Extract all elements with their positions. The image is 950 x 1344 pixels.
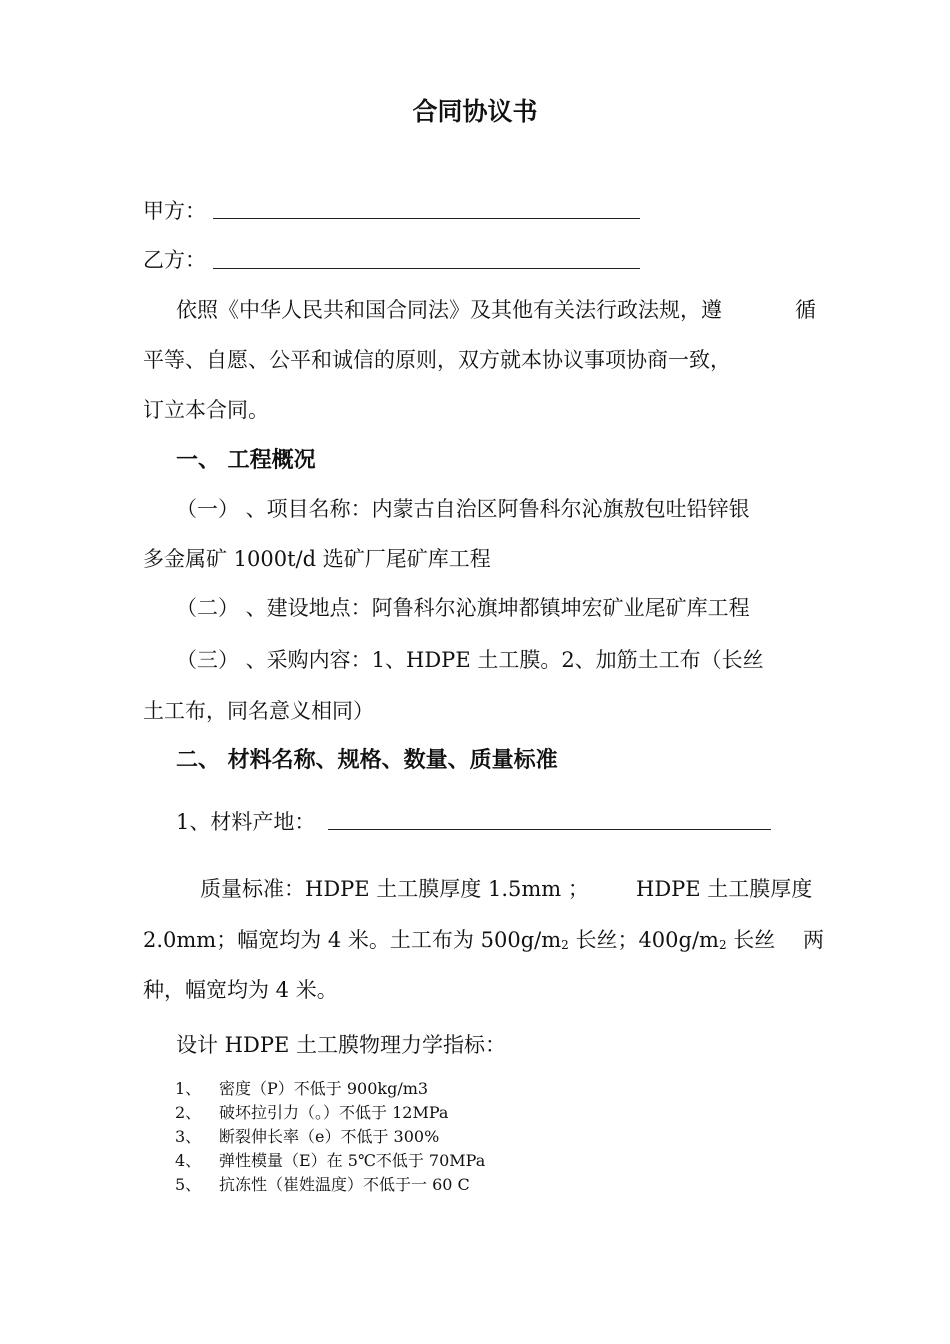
quality-line-2-end: 两 bbox=[803, 928, 824, 952]
spec-number: 4、 bbox=[175, 1151, 202, 1170]
quality-line-3: 种，幅宽均为 4 米。 bbox=[143, 978, 338, 1002]
spec-item-frost: 抗冻性（崔姓温度）不低于一 60 C bbox=[219, 1175, 470, 1194]
intro-line-2: 平等、自愿、公平和诚信的原则，双方就本协议事项协商一致， bbox=[143, 348, 731, 372]
spec-item-tensile: 破坏拉引力（。）不低于 12MPa bbox=[219, 1103, 449, 1122]
party-b-label: 乙方： bbox=[143, 248, 206, 272]
document-title: 合同协议书 bbox=[412, 97, 538, 126]
intro-line-1: 依照《中华人民共和国合同法》及其他有关法行政法规，遵 bbox=[176, 298, 722, 322]
spec-number: 1、 bbox=[175, 1079, 202, 1098]
spec-item-elongation: 断裂伸长率（e）不低于 300% bbox=[219, 1127, 440, 1146]
party-a-label: 甲方： bbox=[143, 199, 206, 223]
intro-line-1-end: 循 bbox=[795, 298, 816, 322]
quality-line-1-end: HDPE 土工膜厚度 bbox=[636, 877, 813, 901]
spec-item-modulus: 弹性模量（E）在 5℃不低于 70MPa bbox=[219, 1151, 486, 1170]
spec-number: 2、 bbox=[175, 1103, 202, 1122]
project-name-line-2: 多金属矿 1000t/d 选矿厂尾矿库工程 bbox=[143, 547, 491, 571]
spec-number: 5、 bbox=[175, 1175, 202, 1194]
spec-number: 3、 bbox=[175, 1127, 202, 1146]
spec-item-density: 密度（P）不低于 900kg/m3 bbox=[219, 1079, 429, 1098]
quality-line-2-part-a: 2.0mm；幅宽均为 4 米。土工布为 500g/m bbox=[143, 928, 562, 952]
party-a-blank-line bbox=[213, 218, 640, 219]
construction-site: （二） 、建设地点：阿鲁科尔沁旗坤都镇坤宏矿业尾矿库工程 bbox=[176, 596, 750, 620]
superscript-2b: 2 bbox=[718, 938, 727, 952]
section-2-heading: 二、 材料名称、规格、数量、质量标准 bbox=[176, 747, 558, 773]
quality-line-2 bbox=[143, 926, 775, 959]
quality-line-2-part-c: 长丝 bbox=[726, 928, 776, 952]
quality-line-2-part-b: 长丝；400g/m bbox=[568, 928, 719, 952]
material-origin-blank-line bbox=[328, 829, 771, 830]
superscript-2: 2 bbox=[561, 938, 569, 952]
party-b-blank-line bbox=[213, 268, 640, 269]
intro-line-3: 订立本合同。 bbox=[143, 398, 269, 422]
design-indicators-title: 设计 HDPE 土工膜物理力学指标： bbox=[176, 1033, 506, 1057]
procurement-line-2: 土工布，同名意义相同） bbox=[143, 699, 374, 723]
material-origin-label: 1、材料产地： bbox=[176, 810, 316, 834]
project-name-line-1: （一） 、项目名称：内蒙古自治区阿鲁科尔沁旗敖包吐铅锌银 bbox=[176, 497, 750, 521]
procurement-line-1: （三） 、采购内容：1、HDPE 土工膜。2、加筋土工布（长丝 bbox=[176, 648, 764, 672]
section-1-heading: 一、 工程概况 bbox=[176, 447, 316, 473]
quality-line-1: 质量标准：HDPE 土工膜厚度 1.5mm ； bbox=[200, 877, 589, 901]
